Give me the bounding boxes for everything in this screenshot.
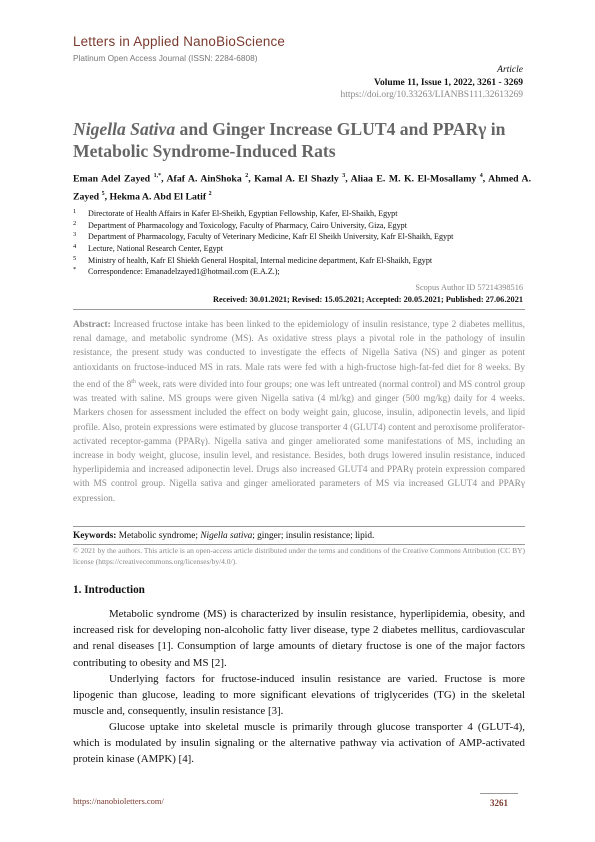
- doi-link[interactable]: https://doi.org/10.33263/LIANBS111.32613269: [340, 90, 523, 100]
- affiliation-text: Lecture, National Research Center, Egypt: [88, 244, 223, 254]
- license-notice: © 2021 by the authors. This article is an open-access article distributed under the terms and conditions of the Creative Commons Attribution (CC BY) license (https://creativecommons.org/licenses/by/4.0/).: [73, 546, 525, 566]
- author-affiliation-mark: 3: [342, 173, 346, 179]
- affiliation-item: [73, 256, 533, 268]
- divider: [73, 309, 525, 310]
- title-rest: and Ginger Increase GLUT4 and PPARγ in Metabolic Syndrome-Induced Rats: [73, 119, 506, 161]
- footer-website-link[interactable]: https://nanobioletters.com/: [73, 796, 164, 806]
- affiliation-number: 1: [73, 208, 77, 215]
- footer-divider: [480, 793, 518, 794]
- paper-title: [73, 118, 533, 162]
- affiliation-item: [73, 209, 533, 221]
- journal-name: Letters in Applied NanoBioScience: [73, 34, 286, 49]
- affiliation-number: 3: [73, 231, 77, 239]
- correspondence-email[interactable]: Correspondence: Emanadelzayed1@hotmail.com (E.A.Z.);: [88, 267, 280, 277]
- publication-dates: Received: 30.01.2021; Revised: 15.05.2021; Accepted: 20.05.2021; Published: 27.06.2021: [213, 295, 523, 304]
- affiliation-item: [73, 221, 533, 233]
- abstract-text: Increased fructose intake has been linked to the epidemiology of insulin resistance, type 2 diabetes mellitus, renal damage, and metabolic syndrome (MS). As oxidative stress plays a pivotal role in the pathology of insulin resistance, the present study was conducted to investigate the effects of Nigella Sativa (NS) and ginger as potent antioxidants on fructose-induced MS in rats. Male rats were fed with a high-fructose high-fat-fed diet for 8 weeks. By the end of the 8: [73, 320, 525, 390]
- author-list: Eman Adel Zayed $^{1,*}$, Afaf A. AinShoka $^2$, Kamal A. El Shazly $^3$, Aliaa E. M. K. El-Mosallamy $^4$, Ahmed A. Zayed $^5$, Hekma A. Abd El Latif $^2$: [73, 173, 532, 203]
- author-name: Kamal A. El Shazly: [254, 173, 339, 185]
- affiliation-number: 5: [73, 254, 77, 262]
- article-type: Article: [497, 65, 523, 75]
- keywords-italic: Nigella sativa: [200, 531, 253, 541]
- abstract: [73, 318, 525, 506]
- title-italic: Nigella Sativa: [73, 119, 176, 139]
- intro-paragraph: Metabolic syndrome (MS) is characterized by insulin resistance, hyperlipidemia, obesity, and increased risk for developing non-alcoholic fatty liver disease, type 2 diabetes mellitus, cardiovascular and renal diseases [1]. Consumption of large amounts of dietary fructose is one of the major factors contributing to obesity and MS [2].: [73, 608, 525, 669]
- section-heading-introduction: 1. Introduction: [73, 584, 145, 596]
- affiliation-list: [73, 209, 533, 279]
- affiliation-number: 4: [73, 243, 77, 251]
- author-affiliation-mark: 2: [208, 190, 212, 197]
- affiliation-item: [73, 232, 533, 244]
- author-name: Aliaa E. M. K. El-Mosallamy: [350, 173, 477, 185]
- abstract-label: Abstract:: [73, 320, 111, 330]
- author-name: Afaf A. AinShoka: [166, 173, 242, 185]
- abstract-text-continued: week, rats were divided into four groups; one was left untreated (normal control) and MS control group was treated with saline. MS groups were given Nigella sativa (4 ml/kg) and ginger (500 mg/kg) daily for 4 weeks. Markers chosen for assessment included the effect on body weight gain, glucose, insulin, adiponectin levels, and lipid profile. Also, protein expressions were estimated by glucose transporter 4 (GLUT4) content and peroxisome proliferator-activated receptor-gamma (PPARγ). Nigella sativa and ginger ameliorated some manifestations of MS, including an increase in body weight, glucose, insulin level, and resistance. Besides, both drugs lowered insulin resistance, induced hyperlipidemia and increased adiponectin level. Drugs also increased GLUT4 and PPARγ protein expression compared with MS control group. Nigella sativa and ginger ameliorated parameters of MS via increased GLUT4 and PPARγ expression.: [73, 379, 525, 504]
- volume-pages: Volume 11, Issue 1, 2022, 3261 - 3269: [373, 78, 523, 88]
- divider: [73, 526, 525, 527]
- author-affiliation-mark: 4: [479, 173, 483, 179]
- author-affiliation-mark: 2: [245, 173, 249, 179]
- page-number: 3261: [490, 798, 508, 808]
- affiliation-number: *: [73, 266, 77, 274]
- affiliation-item: [73, 244, 533, 256]
- author-name: Ahmed A. Zayed: [73, 173, 532, 203]
- affiliation-text: Department of Pharmacology and Toxicology, Faculty of Pharmacy, Cairo University, Giza, Egypt: [88, 220, 407, 230]
- author-name: Hekma A. Abd El Latif: [109, 191, 207, 203]
- abstract-superscript: th: [131, 378, 136, 385]
- keywords: [73, 531, 525, 541]
- keywords-text: Metabolic syndrome;: [116, 531, 201, 541]
- affiliation-text: Ministry of health, Kafr El Shiekh General Hospital, Internal medicine department, Kafr El-Shaikh, Egypt: [88, 255, 433, 265]
- intro-paragraph: Glucose uptake into skeletal muscle is primarily through glucose transporter 4 (GLUT-4), which is modulated by insulin signaling or the alternative pathway via activation of AMP-activated protein kinase (AMPK) [4].: [73, 721, 525, 766]
- affiliation-text: Directorate of Health Affairs in Kafer El-Sheikh, Egyptian Fellowship, Kafer, El-Shaikh, Egypt: [88, 209, 398, 218]
- keywords-label: Keywords:: [73, 531, 117, 541]
- divider: [73, 544, 525, 545]
- keywords-text-end: ; ginger; insulin resistance; lipid.: [252, 531, 375, 541]
- intro-paragraph: Underlying factors for fructose-induced insulin resistance are varied. Fructose is more lipogenic than glucose, leading to more significant elevations of triglycerides (TG) in the skeletal muscle and, consequently, insulin resistance [3].: [73, 673, 525, 718]
- author-affiliation-mark: 1,*: [153, 173, 162, 179]
- journal-subtitle: Platinum Open Access Journal (ISSN: 2284-6808): [73, 53, 258, 63]
- scopus-author-id: Scopus Author ID 57214398516: [415, 283, 523, 292]
- affiliation-text: Department of Pharmacology, Faculty of Veterinary Medicine, Kafr El Sheikh University, Kafr El-Shaikh, Egypt: [88, 232, 454, 242]
- affiliation-number: 2: [73, 219, 77, 227]
- affiliation-item: [73, 267, 533, 279]
- author-name: Eman Adel Zayed: [73, 173, 151, 185]
- author-affiliation-mark: 5: [101, 190, 105, 197]
